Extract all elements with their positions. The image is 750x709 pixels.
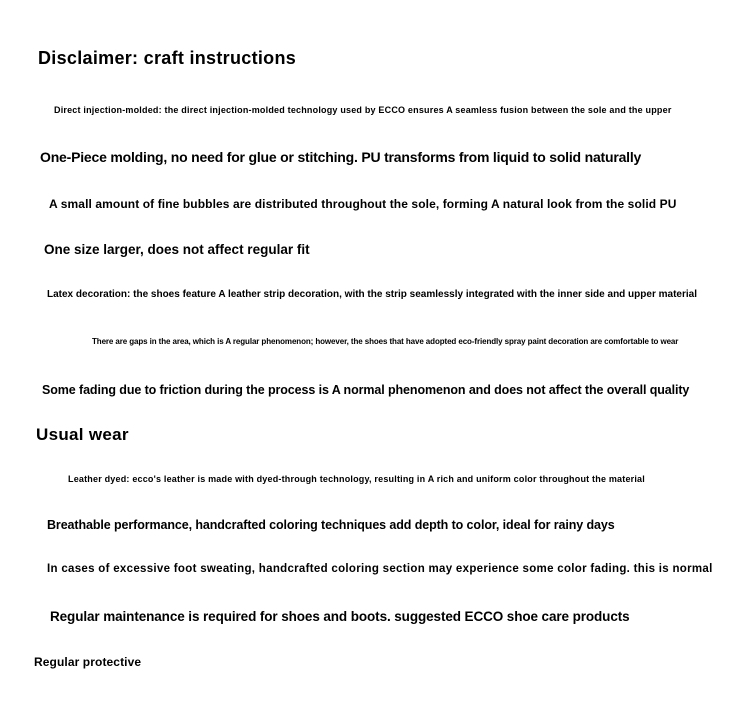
line-one-piece-molding: One-Piece molding, no need for glue or stitching. PU transforms from liquid to solid naturally [40, 149, 642, 165]
line-direct-injection-molded: Direct injection-molded: the direct injection-molded technology used by ECCO ensures A seamless fusion between the sole and the upper [54, 105, 672, 115]
line-fine-bubbles: A small amount of fine bubbles are distributed throughout the sole, forming A natural look from the solid PU [49, 197, 677, 211]
section-heading-regular-protective: Regular protective [34, 655, 142, 669]
line-one-size-larger: One size larger, does not affect regular fit [44, 242, 310, 257]
line-gaps-in-area: There are gaps in the area, which is A regular phenomenon; however, the shoes that have adopted eco-friendly spray paint decoration are comfortable to wear [92, 337, 679, 346]
line-regular-maintenance: Regular maintenance is required for shoes and boots. suggested ECCO shoe care products [50, 609, 630, 624]
line-fading-friction: Some fading due to friction during the process is A normal phenomenon and does not affect the overall quality [42, 383, 690, 397]
line-leather-dyed: Leather dyed: ecco's leather is made with dyed-through technology, resulting in A rich and uniform color throughout the material [68, 474, 645, 484]
line-foot-sweating: In cases of excessive foot sweating, handcrafted coloring section may experience some color fading. this is normal [47, 563, 713, 575]
line-breathable-performance: Breathable performance, handcrafted coloring techniques add depth to color, ideal for rainy days [47, 518, 615, 532]
section-heading-disclaimer: Disclaimer: craft instructions [38, 48, 297, 68]
line-latex-decoration: Latex decoration: the shoes feature A leather strip decoration, with the strip seamlessly integrated with the inner side and upper material [47, 289, 697, 300]
section-heading-usual-wear: Usual wear [36, 425, 129, 444]
